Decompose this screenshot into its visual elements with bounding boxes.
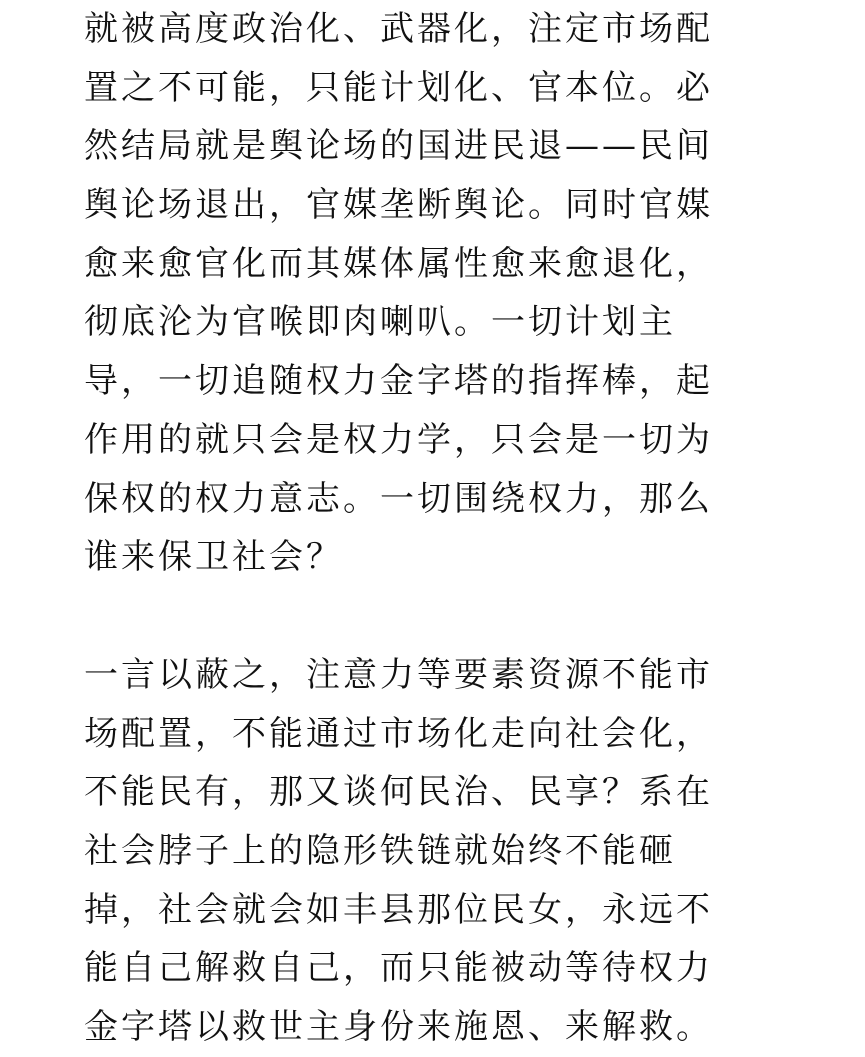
text-line: 彻底沦为官喉即肉喇叭。一切计划主 [84,302,676,343]
paragraph-2 [84,646,784,1057]
text-line: 金字塔以救世主身份来施恩、来解救。 [84,1007,713,1047]
text-line: 谁来保卫社会？ [84,537,343,578]
text-line: 就被高度政治化、武器化，注定市场配 [84,9,713,49]
text-line: 愈来愈官化而其媒体属性愈来愈退化， [84,243,713,284]
text-line: 作用的就只会是权力学，只会是一切为 [84,419,713,460]
text-line: 然结局就是舆论场的国进民退——民间 [84,126,713,167]
text-line: 导，一切追随权力金字塔的指挥棒，起 [84,361,713,402]
paragraph-spacer [84,587,784,646]
text-line: 能自己解救自己，而只能被动等待权力 [84,948,713,989]
paragraph-1 [84,0,784,587]
text-line: 不能民有，那又谈何民治、民享？系在 [84,772,713,813]
text-line: 一言以蔽之，注意力等要素资源不能市 [84,654,713,695]
text-line: 舆论场退出，官媒垄断舆论。同时官媒 [84,185,713,226]
article-body [84,0,784,1057]
text-line: 场配置，不能通过市场化走向社会化， [84,713,713,754]
text-line: 保权的权力意志。一切围绕权力，那么 [84,478,713,519]
text-line: 置之不可能，只能计划化、官本位。必 [84,67,713,108]
text-line: 社会脖子上的隐形铁链就始终不能砸 [84,830,676,871]
text-line: 掉，社会就会如丰县那位民女，永远不 [84,889,713,930]
